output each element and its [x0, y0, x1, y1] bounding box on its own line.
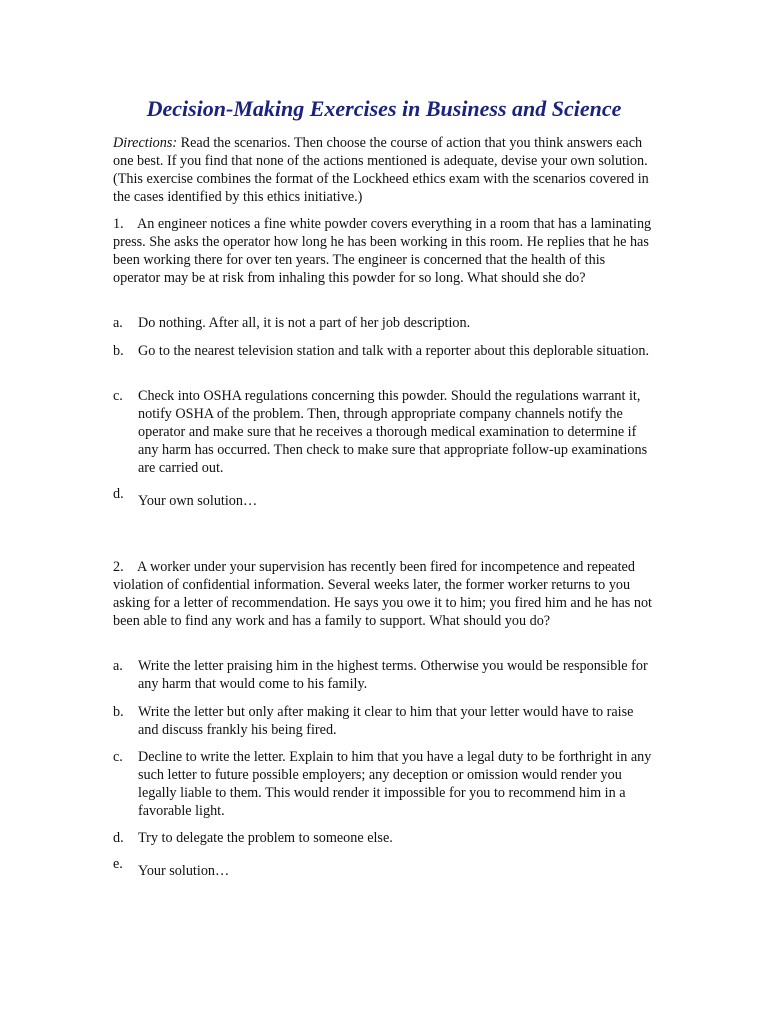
question-1: [113, 215, 653, 287]
question-number: 2.: [113, 559, 124, 575]
option-letter: c.: [113, 749, 123, 765]
option-text: Go to the nearest television station and talk with a reporter about this deplorable situation.: [138, 343, 650, 359]
question-1-option-b: [113, 342, 653, 360]
option-letter: a.: [113, 315, 123, 331]
option-letter: d.: [113, 830, 124, 846]
directions-label: Directions:: [113, 135, 178, 151]
option-letter: a.: [113, 658, 123, 674]
directions-text: Read the scenarios. Then choose the course of action that you think answers each one best. If you find that none of the actions mentioned is adequate, devise your own solution. (This exercise combines the format of the Lockheed ethics exam with the scenarios covered in the cases identified by this ethics initiative.): [113, 135, 649, 205]
option-text: Write the letter but only after making it clear to him that your letter would have to raise and discuss frankly his being fired.: [138, 704, 634, 738]
question-text: An engineer notices a fine white powder covers everything in a room that has a laminating press. She asks the operator how long he has been working in this room. He replies that he has been working there for over ten years. The engineer is concerned that the health of this operator may be at risk from inhaling this powder for so long. What should she do?: [113, 216, 652, 286]
question-2: [113, 558, 653, 630]
option-text: Your solution…: [138, 863, 230, 879]
option-text: Check into OSHA regulations concerning this powder. Should the regulations warrant it, notify OSHA of the problem. Then, through appropriate company channels notify the operator and make sure that he receives a thorough medical examination to determine if any harm has occurred. Then check to make sure that appropriate follow-up examinations are carried out.: [138, 388, 648, 476]
option-letter: c.: [113, 388, 123, 404]
question-1-option-d: [113, 486, 653, 510]
question-2-option-d: [113, 829, 653, 847]
option-letter: d.: [113, 486, 124, 502]
option-letter: b.: [113, 704, 124, 720]
option-text: Decline to write the letter. Explain to him that you have a legal duty to be forthright in any such letter to future possible employers; any deception or omission would render you legally liable to them. This would render it impossible for you to recommend him in a favorable light.: [138, 749, 652, 819]
question-2-option-e: [113, 856, 653, 880]
option-letter: e.: [113, 856, 123, 872]
question-2-option-b: [113, 703, 653, 739]
question-1-option-c: [113, 387, 653, 477]
question-text: A worker under your supervision has recently been fired for incompetence and repeated violation of confidential information. Several weeks later, the former worker returns to you asking for a letter of recommendation. He says you owe it to him; you fired him and he has not been able to find any work and has a family to support. What should you do?: [113, 559, 652, 629]
document-title: Decision-Making Exercises in Business and Science: [146, 96, 622, 121]
option-text: Write the letter praising him in the highest terms. Otherwise you would be responsible for any harm that would come to his family.: [138, 658, 648, 692]
option-letter: b.: [113, 343, 124, 359]
question-2-option-c: [113, 748, 653, 820]
option-text: Try to delegate the problem to someone else.: [138, 830, 393, 846]
option-text: Do nothing. After all, it is not a part of her job description.: [138, 315, 471, 331]
question-1-option-a: [113, 314, 653, 332]
directions-paragraph: [113, 134, 653, 206]
option-text: Your own solution…: [138, 493, 258, 509]
question-number: 1.: [113, 216, 124, 232]
question-2-option-a: [113, 657, 653, 693]
